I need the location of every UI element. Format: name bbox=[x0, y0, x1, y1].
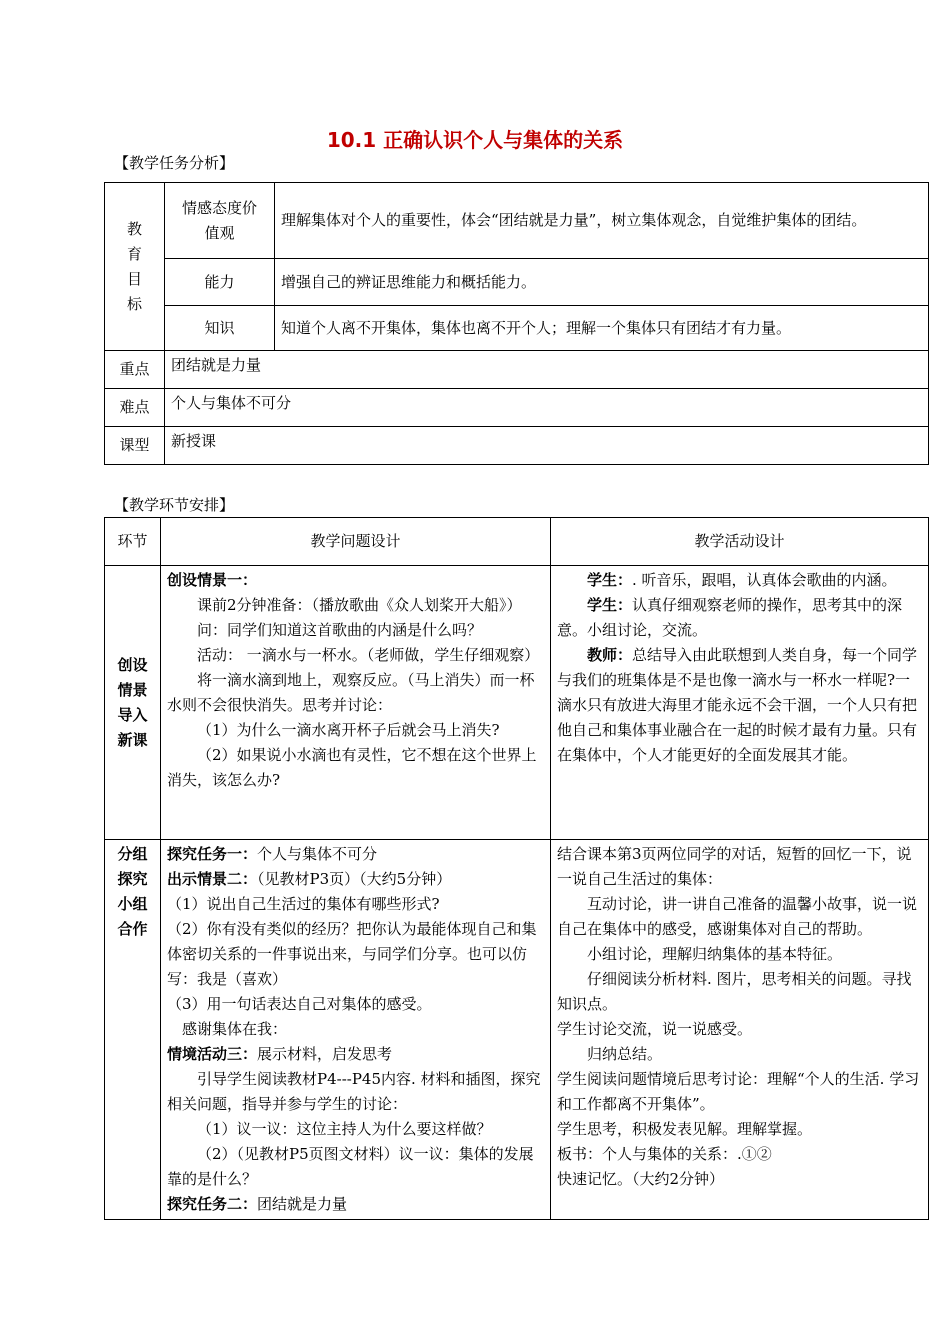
header-activity-design: 教学活动设计 bbox=[551, 518, 929, 566]
type-text: 新授课 bbox=[165, 427, 929, 465]
activity-line: 仔细阅读分析材料. 图片，思考相关的问题。寻找知识点。 bbox=[557, 970, 912, 1013]
question-line: （2）（见教材P5页图文材料）议一议：集体的发展靠的是什么？ bbox=[167, 1145, 534, 1188]
question-line: 感谢集体在我： bbox=[182, 1020, 288, 1038]
activity-design-cell bbox=[551, 566, 929, 840]
question-line: （1）为什么一滴水离开杯子后就会马上消失? bbox=[197, 721, 500, 739]
question-line: 引导学生阅读教材P4---P45内容. 材料和插图，探究相关问题，指导并参与学生的讨论： bbox=[167, 1070, 541, 1113]
header-stage: 环节 bbox=[105, 518, 161, 566]
goal-text: 理解集体对个人的重要性，体会“团结就是力量”，树立集体观念，自觉维护集体的团结。 bbox=[275, 183, 929, 259]
activity-line: 快速记忆。（大约2分钟） bbox=[557, 1170, 725, 1188]
scene-heading: 创设情景一： bbox=[167, 571, 258, 589]
role-label: 学生： bbox=[587, 596, 633, 614]
activity-line: 小组讨论，理解归纳集体的基本特征。 bbox=[587, 945, 843, 963]
question-design-cell bbox=[161, 566, 551, 840]
activity-design-cell bbox=[551, 840, 929, 1220]
role-label: 教师： bbox=[587, 646, 633, 664]
section-heading-plan: 【教学环节安排】 bbox=[114, 496, 235, 514]
question-line: （2）你有没有类似的经历？把你认为最能体现自己和集体密切关系的一件事说出来，与同学们分享。也可以仿写：我是（喜欢） bbox=[167, 920, 537, 988]
scene-label: 出示情景二： bbox=[167, 870, 258, 888]
activity-text: . 听音乐，跟唱，认真体会歌曲的内涵。 bbox=[632, 571, 897, 589]
difficult-label: 难点 bbox=[105, 389, 165, 427]
task-label: 探究任务一： bbox=[167, 845, 258, 863]
activity-line: 学生阅读问题情境后思考讨论：理解“个人的生活. 学习和工作都离不开集体”。 bbox=[557, 1070, 920, 1113]
section-heading-analysis: 【教学任务分析】 bbox=[114, 154, 235, 172]
goal-text: 增强自己的辨证思维能力和概括能力。 bbox=[275, 259, 929, 306]
question-design-cell bbox=[161, 840, 551, 1220]
analysis-table bbox=[104, 182, 929, 465]
page-title: 10.1 正确认识个人与集体的关系 bbox=[326, 128, 624, 152]
question-line: （3）用一句话表达自己对集体的感受。 bbox=[167, 995, 432, 1013]
goal-text: 知道个人离不开集体，集体也离不开个人；理解一个集体只有团结才有力量。 bbox=[275, 306, 929, 351]
activity-label: 情境活动三： bbox=[167, 1045, 258, 1063]
question-line: （2）如果说小水滴也有灵性，它不想在这个世界上消失，该怎么办? bbox=[167, 746, 537, 789]
key-text: 团结就是力量 bbox=[165, 351, 929, 389]
activity-line: 互动讨论，讲一讲自己准备的温馨小故事，说一说自己在集体中的感受，感谢集体对自己的帮助。 bbox=[557, 895, 918, 938]
task-text: 团结就是力量 bbox=[257, 1195, 348, 1213]
goals-label: 教育目标 bbox=[105, 183, 165, 351]
activity-line: 板书：个人与集体的关系：.①② bbox=[557, 1145, 772, 1163]
activity-line: 结合课本第3页两位同学的对话，短暂的回忆一下，说一说自己生活过的集体： bbox=[557, 845, 912, 888]
task-label: 探究任务二： bbox=[167, 1195, 258, 1213]
plan-table bbox=[104, 517, 929, 1220]
question-line: 问：同学们知道这首歌曲的内涵是什么吗？ bbox=[197, 621, 483, 639]
question-line: 课前2分钟准备：（播放歌曲《众人划桨开大船》） bbox=[197, 596, 522, 614]
activity-text: 总结导入由此联想到人类自身，每一个同学与我们的班集体是不是也像一滴水与一杯水一样呢?一滴水只有放进大海里才能永远不会干涸，一个人只有把他自己和集体事业融合在一起的时候才最有力量。只有在集体中，个人才能更好的全面发展其才能。 bbox=[557, 646, 918, 764]
goal-name: 情感态度价值观 bbox=[165, 183, 275, 259]
stage-label: 分组探究小组合作 bbox=[105, 840, 161, 1220]
activity-text: 认真仔细观察老师的操作，思考其中的深意。小组讨论，交流。 bbox=[557, 596, 903, 639]
activity-line: 学生思考，积极发表见解。理解掌握。 bbox=[557, 1120, 813, 1138]
scene-text: （见教材P3页）（大约5分钟） bbox=[257, 870, 452, 888]
goal-name: 知识 bbox=[165, 306, 275, 351]
difficult-text: 个人与集体不可分 bbox=[165, 389, 929, 427]
activity-text: 展示材料，启发思考 bbox=[257, 1045, 393, 1063]
stage-label: 创设情景导入新课 bbox=[105, 566, 161, 840]
question-line: 将一滴水滴到地上，观察反应。（马上消失）而一杯水则不会很快消失。思考并讨论： bbox=[167, 671, 535, 714]
question-line: （1）说出自己生活过的集体有哪些形式? bbox=[167, 895, 440, 913]
header-question-design: 教学问题设计 bbox=[161, 518, 551, 566]
question-line: （1）议一议：这位主持人为什么要这样做？ bbox=[197, 1120, 492, 1138]
task-text: 个人与集体不可分 bbox=[257, 845, 378, 863]
type-label: 课型 bbox=[105, 427, 165, 465]
goal-name: 能力 bbox=[165, 259, 275, 306]
role-label: 学生： bbox=[587, 571, 633, 589]
question-line: 活动： 一滴水与一杯水。（老师做，学生仔细观察） bbox=[197, 646, 540, 664]
activity-line: 归纳总结。 bbox=[587, 1045, 663, 1063]
key-label: 重点 bbox=[105, 351, 165, 389]
activity-line: 学生讨论交流，说一说感受。 bbox=[557, 1020, 753, 1038]
